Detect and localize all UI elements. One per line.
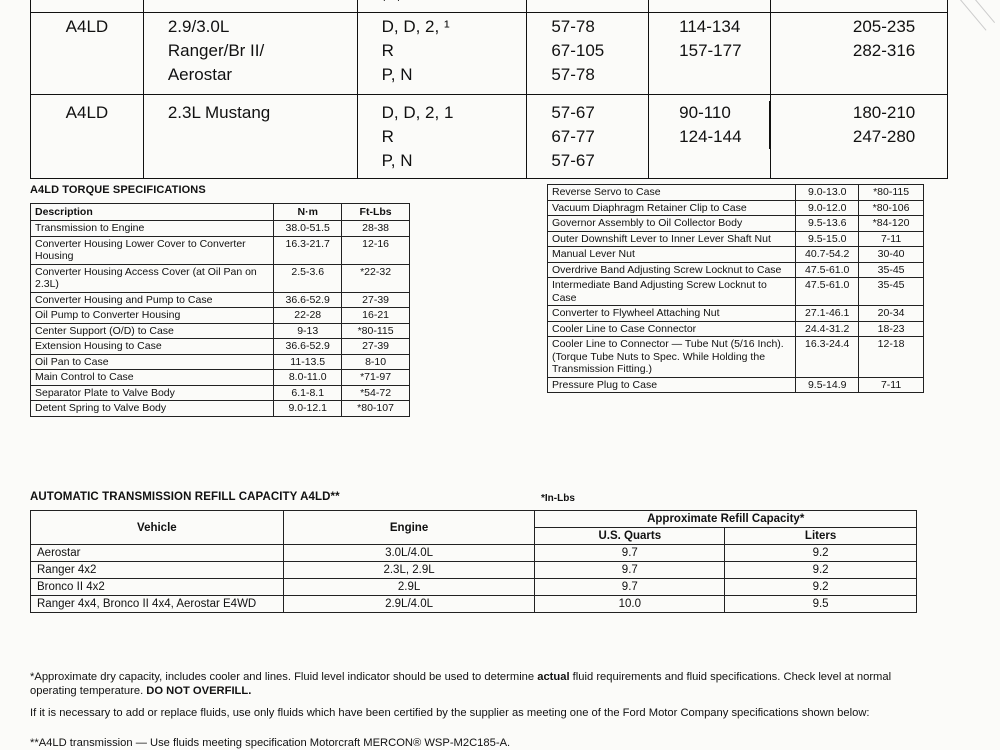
trans-cell: A4LD (65, 17, 109, 36)
table-row (548, 185, 924, 201)
ftlbs-cell: 20-34 (859, 306, 924, 322)
nm-cell: 47.5-61.0 (796, 278, 859, 306)
ftlbs-cell: 35-45 (859, 278, 924, 306)
footnote-text: fluid requirements and fluid specifications. Check level at normal operating temperature. (30, 671, 892, 697)
table-row (31, 562, 917, 579)
table-row (31, 292, 410, 308)
table-row (31, 370, 410, 386)
table-row (548, 216, 924, 232)
value-line: 157-177 (679, 41, 742, 60)
description-cell: Cooler Line to Connector — Tube Nut (5/16 Inch). (Torque Tube Nuts to Spec. While Holding the Transmission Fitting.) (548, 337, 796, 378)
nm-cell: 16.3-21.7 (274, 236, 342, 264)
description-cell: Cooler Line to Case Connector (548, 321, 796, 337)
description-cell: Detent Spring to Valve Body (31, 401, 274, 417)
nm-cell: 9.5-15.0 (796, 231, 859, 247)
value-line: 57-78 (551, 65, 595, 84)
liters-cell: 9.2 (725, 579, 917, 596)
vehicle-cell: Aerostar (31, 545, 284, 562)
col-header: N·m (274, 204, 342, 221)
capacity-footnote (30, 670, 900, 698)
value-line: 247-280 (852, 127, 916, 146)
in-lbs-note: *In-Lbs (541, 493, 575, 504)
description-cell: Converter Housing Access Cover (at Oil Pan on 2.3L) (31, 264, 274, 292)
col-header: Ft-Lbs (342, 204, 410, 221)
nm-cell: 47.5-61.0 (796, 262, 859, 278)
quarts-cell: 9.7 (535, 579, 725, 596)
description-cell: Manual Lever Nut (548, 247, 796, 263)
ftlbs-cell: 12-18 (859, 337, 924, 378)
ftlbs-cell: *80-115 (859, 185, 924, 201)
value-line: 67-77 (551, 127, 595, 146)
engine-line: Ranger/Br II/ (167, 41, 265, 60)
table-row (31, 221, 410, 237)
nm-cell: 6.1-8.1 (274, 385, 342, 401)
engine-cell: 2.3L, 2.9L (283, 562, 535, 579)
nm-cell: 9.0-12.0 (796, 200, 859, 216)
position-line: D, D, 2, ¹ (381, 17, 450, 36)
ftlbs-cell: 7-11 (859, 377, 924, 393)
footnote-warning: DO NOT OVERFILL. (146, 685, 252, 697)
value-line: 114-134 (679, 17, 741, 36)
refill-title: AUTOMATIC TRANSMISSION REFILL CAPACITY A4LD** (30, 491, 340, 503)
description-cell: Governor Assembly to Oil Collector Body (548, 216, 796, 232)
refill-capacity-table (30, 510, 917, 613)
ftlbs-cell: *80-106 (859, 200, 924, 216)
table-row (31, 308, 410, 324)
nm-cell: 16.3-24.4 (796, 337, 859, 378)
table-row (31, 401, 410, 417)
quarts-cell: 10.0 (535, 596, 725, 613)
table-row (31, 545, 917, 562)
table-row (548, 231, 924, 247)
nm-cell: 9.5-14.9 (796, 377, 859, 393)
description-cell: Oil Pump to Converter Housing (31, 308, 274, 324)
torque-table-left (30, 203, 410, 417)
position-line: R (381, 127, 394, 146)
nm-cell: 8.0-11.0 (274, 370, 342, 386)
ftlbs-cell: 28-38 (342, 221, 410, 237)
trans-cell: A4LD (65, 103, 109, 122)
col-header-capacity: Approximate Refill Capacity* (535, 511, 917, 528)
liters-cell: 9.2 (725, 545, 917, 562)
ftlbs-cell: 35-45 (859, 262, 924, 278)
position-line: P, N (381, 151, 413, 170)
nm-cell: 27.1-46.1 (796, 306, 859, 322)
nm-cell: 36.6-52.9 (274, 339, 342, 355)
table-row (548, 337, 924, 378)
position-line: R (381, 41, 394, 60)
value-line: 57-78 (551, 17, 595, 36)
fluid-instruction: If it is necessary to add or replace fluids, use only fluids which have been certified by the supplier as meeting one of the Ford Motor Company specifications shown below: (30, 707, 870, 719)
ftlbs-cell: 16-21 (342, 308, 410, 324)
ftlbs-cell: *84-120 (859, 216, 924, 232)
nm-cell: 36.6-52.9 (274, 292, 342, 308)
vehicle-cell: Bronco II 4x2 (31, 579, 284, 596)
table-row (31, 596, 917, 613)
description-cell: Vacuum Diaphragm Retainer Clip to Case (548, 200, 796, 216)
engine-line: 2.3L Mustang (167, 103, 271, 122)
vehicle-cell: Ranger 4x2 (31, 562, 284, 579)
footnote-text: *Approximate dry capacity, includes cooler and lines. Fluid level indicator should be used to determine (30, 671, 538, 683)
description-cell: Converter Housing and Pump to Case (31, 292, 274, 308)
table-header-row (31, 511, 917, 528)
ftlbs-cell: *22-32 (342, 264, 410, 292)
fluid-pressure-table (30, 0, 948, 179)
liters-cell: 9.2 (725, 562, 917, 579)
description-cell: Extension Housing to Case (31, 339, 274, 355)
ftlbs-cell: *80-115 (342, 323, 410, 339)
table-row (31, 354, 410, 370)
table-row (31, 579, 917, 596)
liters-cell: 9.5 (725, 596, 917, 613)
description-cell: Main Control to Case (31, 370, 274, 386)
torque-title: A4LD TORQUE SPECIFICATIONS (30, 184, 206, 196)
table-row (31, 385, 410, 401)
table-row (548, 262, 924, 278)
engine-cell: 2.9L (283, 579, 535, 596)
ftlbs-cell: *80-107 (342, 401, 410, 417)
ftlbs-cell: 7-11 (859, 231, 924, 247)
description-cell: Converter to Flywheel Attaching Nut (548, 306, 796, 322)
position-line: D, D, 2, 1 (381, 103, 454, 122)
ftlbs-cell: *54-72 (342, 385, 410, 401)
ftlbs-cell: 27-39 (342, 339, 410, 355)
table-row (548, 306, 924, 322)
description-cell: Reverse Servo to Case (548, 185, 796, 201)
value-line: 57-67 (551, 151, 595, 170)
engine-cell: 2.9L/4.0L (283, 596, 535, 613)
description-cell: Pressure Plug to Case (548, 377, 796, 393)
nm-cell: 2.5-3.6 (274, 264, 342, 292)
ftlbs-cell: 27-39 (342, 292, 410, 308)
description-cell: Converter Housing Lower Cover to Converter Housing (31, 236, 274, 264)
col-header: Description (31, 204, 274, 221)
nm-cell: 9.5-13.6 (796, 216, 859, 232)
quarts-cell: 9.7 (535, 562, 725, 579)
table-row (31, 323, 410, 339)
nm-cell: 40.7-54.2 (796, 247, 859, 263)
description-cell: Outer Downshift Lever to Inner Lever Shaft Nut (548, 231, 796, 247)
table-row (31, 339, 410, 355)
table-row (548, 200, 924, 216)
value-line: 124-144 (679, 127, 742, 146)
value-line: 205-235 (852, 17, 916, 36)
torque-table-right (547, 184, 924, 393)
description-cell: Oil Pan to Case (31, 354, 274, 370)
table-row (548, 321, 924, 337)
engine-line: 2.9/3.0L (167, 17, 230, 36)
nm-cell: 38.0-51.5 (274, 221, 342, 237)
ftlbs-cell: 18-23 (859, 321, 924, 337)
nm-cell: 9-13 (274, 323, 342, 339)
ftlbs-cell: 12-16 (342, 236, 410, 264)
description-cell: Overdrive Band Adjusting Screw Locknut to Case (548, 262, 796, 278)
nm-cell: 24.4-31.2 (796, 321, 859, 337)
description-cell: Transmission to Engine (31, 221, 274, 237)
nm-cell: 9.0-12.1 (274, 401, 342, 417)
ftlbs-cell: *71-97 (342, 370, 410, 386)
col-header-liters: Liters (725, 528, 917, 545)
description-cell: Intermediate Band Adjusting Screw Locknut to Case (548, 278, 796, 306)
cell (527, 0, 648, 1)
footnote-emphasis: actual (537, 671, 570, 683)
table-row (31, 95, 948, 179)
description-cell: Center Support (O/D) to Case (31, 323, 274, 339)
engine-line: Aerostar (167, 65, 233, 84)
value-line: 90-110 (679, 103, 731, 122)
vehicle-cell: Ranger 4x4, Bronco II 4x4, Aerostar E4WD (31, 596, 284, 613)
table-header-row (31, 204, 410, 221)
nm-cell: 22-28 (274, 308, 342, 324)
col-header-quarts: U.S. Quarts (535, 528, 725, 545)
table-row (31, 0, 948, 13)
quarts-cell: 9.7 (535, 545, 725, 562)
value-line: 67-105 (551, 41, 605, 60)
table-row (548, 377, 924, 393)
ftlbs-cell: 8-10 (342, 354, 410, 370)
col-header-engine: Engine (283, 511, 535, 545)
ftlbs-cell: 30-40 (859, 247, 924, 263)
col-header-vehicle: Vehicle (31, 511, 284, 545)
value-line: 180-210 (852, 103, 916, 122)
value-line: 57-67 (551, 103, 595, 122)
nm-cell: 9.0-13.0 (796, 185, 859, 201)
table-row (31, 236, 410, 264)
position-line: P, N (381, 65, 413, 84)
engine-cell: 3.0L/4.0L (283, 545, 535, 562)
value-line: 282-316 (852, 41, 916, 60)
table-row (31, 264, 410, 292)
scan-artifact-line (960, 0, 986, 31)
fluid-spec-note: **A4LD transmission — Use fluids meeting specification Motorcraft MERCON® WSP-M2C185-A. (30, 737, 511, 749)
table-row (548, 247, 924, 263)
table-row (548, 278, 924, 306)
nm-cell: 11-13.5 (274, 354, 342, 370)
description-cell: Separator Plate to Valve Body (31, 385, 274, 401)
table-row (31, 13, 948, 95)
